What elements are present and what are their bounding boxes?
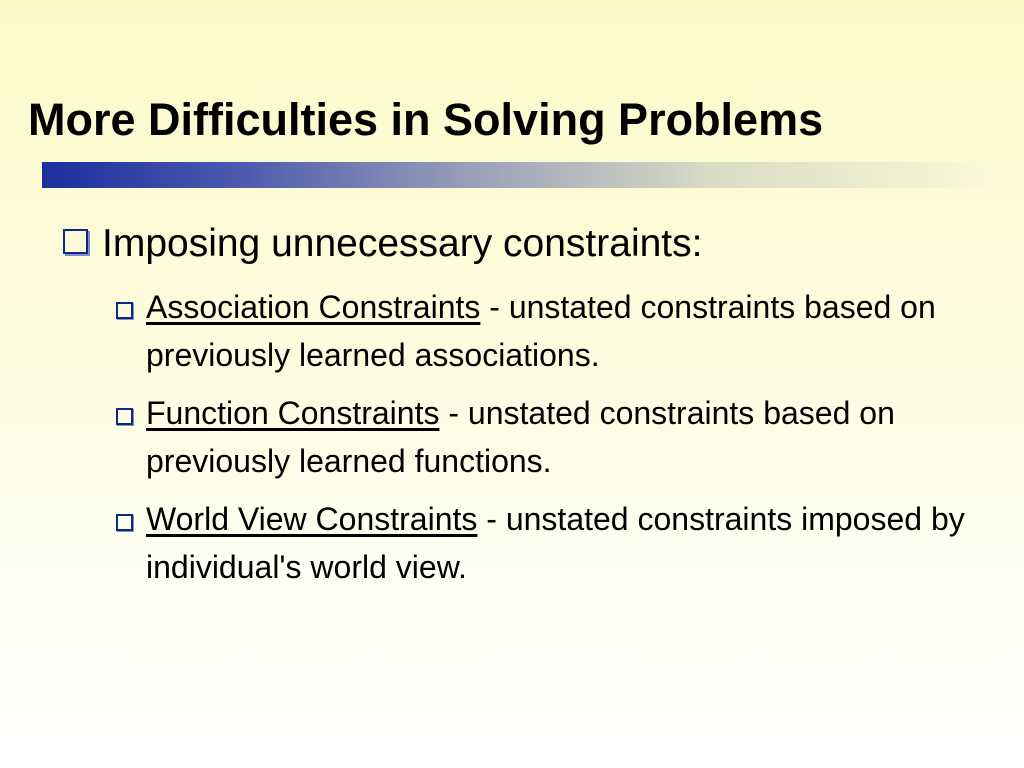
bullet-imposing-constraints (63, 220, 702, 268)
term-function-constraints: Function Constraints (146, 395, 440, 431)
sub-bullet-text (146, 495, 974, 591)
sub-bullet-world-view-constraints (114, 495, 974, 591)
square-bullet-icon (116, 408, 133, 425)
definition-association-constraints: - unstated constraints based on previously learned associations. (146, 289, 936, 373)
title-underline-bar (42, 162, 1000, 188)
bullet-text: Imposing unnecessary constraints: (102, 222, 703, 265)
square-bullet-icon (116, 302, 133, 319)
slide-title: More Difficulties in Solving Problems (28, 94, 824, 145)
definition-function-constraints: - unstated constraints based on previously learned functions. (146, 395, 895, 479)
sub-bullet-association-constraints (114, 283, 974, 379)
term-world-view-constraints: World View Constraints (146, 501, 478, 537)
sub-bullet-function-constraints (114, 389, 974, 485)
term-association-constraints: Association Constraints (146, 289, 481, 325)
square-bullet-icon (116, 514, 133, 531)
definition-world-view-constraints: - unstated constraints imposed by individual's world view. (146, 501, 965, 585)
square-bullet-icon (63, 229, 88, 254)
sub-bullet-text (146, 389, 974, 485)
sub-bullet-text (146, 283, 974, 379)
